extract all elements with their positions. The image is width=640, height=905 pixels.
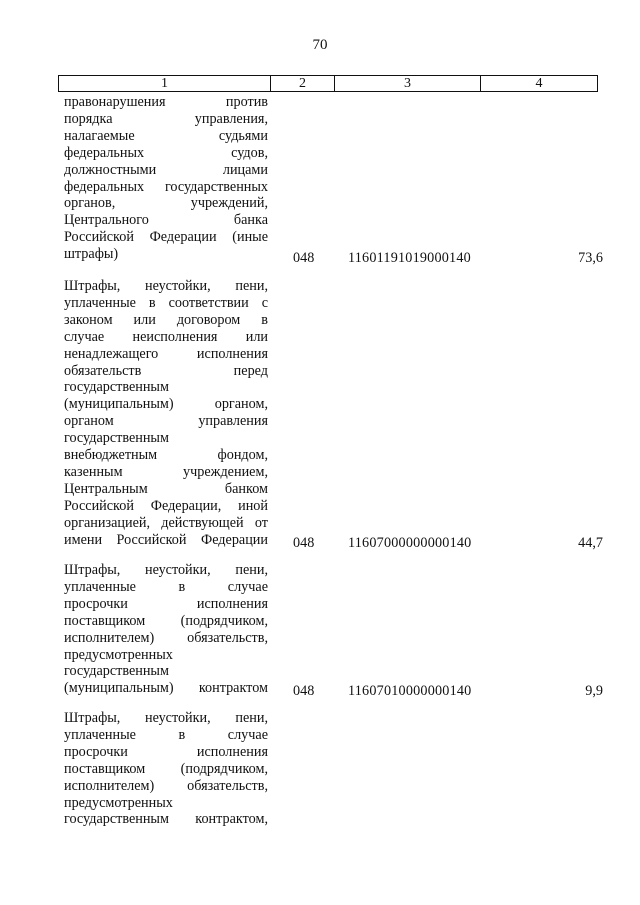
- description-line: (муниципальным) органом,: [64, 396, 268, 413]
- description-line: Центрального банка: [64, 212, 268, 229]
- description-line: должностными лицами: [64, 161, 268, 178]
- description-line: федеральных судов,: [64, 144, 268, 161]
- row-description: [64, 710, 268, 828]
- description-line: правонарушения против: [64, 94, 268, 110]
- description-line: Российской Федерации, иной: [64, 497, 268, 514]
- description-line: исполнителем) обязательств,: [64, 629, 268, 646]
- admin-code: 048: [293, 683, 315, 699]
- description-line: уплаченные в соответствии с: [64, 294, 268, 311]
- description-line: казенным учреждением,: [64, 463, 268, 480]
- admin-code: 048: [293, 250, 315, 266]
- description-line: Центральным банком: [64, 480, 268, 497]
- column-header-4: 4: [535, 76, 543, 91]
- description-line: (муниципальным) контрактом: [64, 680, 268, 697]
- column-header-1: 1: [59, 76, 271, 91]
- description-line: государственным: [64, 430, 169, 447]
- table-column-headers: [58, 75, 598, 92]
- description-line: государственным контрактом,: [64, 811, 268, 828]
- description-line: просрочки исполнения: [64, 595, 268, 612]
- description-line: порядка управления,: [64, 110, 268, 127]
- description-line: поставщиком (подрядчиком,: [64, 612, 268, 629]
- row-description: [64, 562, 268, 697]
- description-line: поставщиком (подрядчиком,: [64, 760, 268, 777]
- budget-classification-code: 11601191019000140: [348, 250, 471, 266]
- description-line: Штрафы, неустойки, пени,: [64, 710, 268, 726]
- description-line: ненадлежащего исполнения: [64, 345, 268, 362]
- description-line: обязательств перед: [64, 362, 268, 379]
- description-line: исполнителем) обязательств,: [64, 777, 268, 794]
- description-line: федеральных государственных: [64, 178, 268, 195]
- description-line: государственным: [64, 379, 169, 396]
- description-line: случае неисполнения или: [64, 328, 268, 345]
- description-line: имени Российской Федерации: [64, 531, 268, 548]
- description-line: штрафы): [64, 246, 119, 263]
- description-line: Штрафы, неустойки, пени,: [64, 278, 268, 294]
- description-line: законом или договором в: [64, 311, 268, 328]
- description-line: просрочки исполнения: [64, 743, 268, 760]
- description-line: организацией, действующей от: [64, 514, 268, 531]
- amount: 44,7: [578, 535, 603, 551]
- page-number: 70: [312, 37, 328, 53]
- description-line: предусмотренных: [64, 646, 173, 663]
- description-line: органом управления: [64, 413, 268, 430]
- admin-code: 048: [293, 535, 315, 551]
- description-line: уплаченные в случае: [64, 578, 268, 595]
- description-line: органов, учреждений,: [64, 195, 268, 212]
- description-line: государственным: [64, 663, 169, 680]
- description-line: уплаченные в случае: [64, 726, 268, 743]
- row-description: [64, 278, 268, 549]
- column-header-3: 3: [335, 76, 481, 91]
- amount: 9,9: [585, 683, 603, 699]
- description-line: Российской Федерации (иные: [64, 229, 268, 246]
- row-description: [64, 94, 268, 263]
- budget-classification-code: 11607010000000140: [348, 683, 472, 699]
- description-line: налагаемые судьями: [64, 127, 268, 144]
- amount: 73,6: [578, 250, 603, 266]
- description-line: внебюджетным фондом,: [64, 447, 268, 464]
- description-line: предусмотренных: [64, 794, 173, 811]
- column-header-2: 2: [271, 76, 335, 91]
- budget-classification-code: 11607000000000140: [348, 535, 472, 551]
- description-line: Штрафы, неустойки, пени,: [64, 562, 268, 578]
